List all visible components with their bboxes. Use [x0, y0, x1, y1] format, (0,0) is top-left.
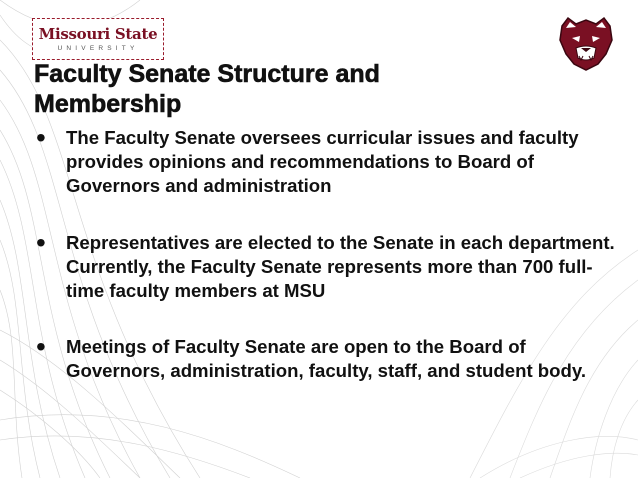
bullet-item — [36, 122, 616, 198]
bullet-list — [36, 122, 616, 416]
bullet-text: Meetings of Faculty Senate are open to the Board of Governors, administration, faculty, staff, and student body. — [66, 336, 586, 381]
logo-subline: UNIVERSITY — [57, 45, 139, 52]
bullet-text: The Faculty Senate oversees curricular issues and faculty provides opinions and recommendations to Board of Governors and administration — [66, 127, 579, 196]
bear-head-icon — [554, 14, 618, 72]
university-logo — [32, 18, 164, 60]
logo-wordmark: Missouri State — [38, 25, 158, 43]
bullet-item — [36, 227, 616, 303]
bullet-dot: • — [36, 227, 46, 258]
bullet-text: Representatives are elected to the Senate in each department. Currently, the Faculty Senate represents more than 700 full-time faculty members at MSU — [66, 232, 615, 301]
bullet-dot: • — [36, 331, 46, 362]
bullet-item — [36, 331, 616, 383]
bullet-dot: • — [36, 122, 46, 153]
slide-title: Faculty Senate Structure and Membership — [34, 60, 380, 118]
